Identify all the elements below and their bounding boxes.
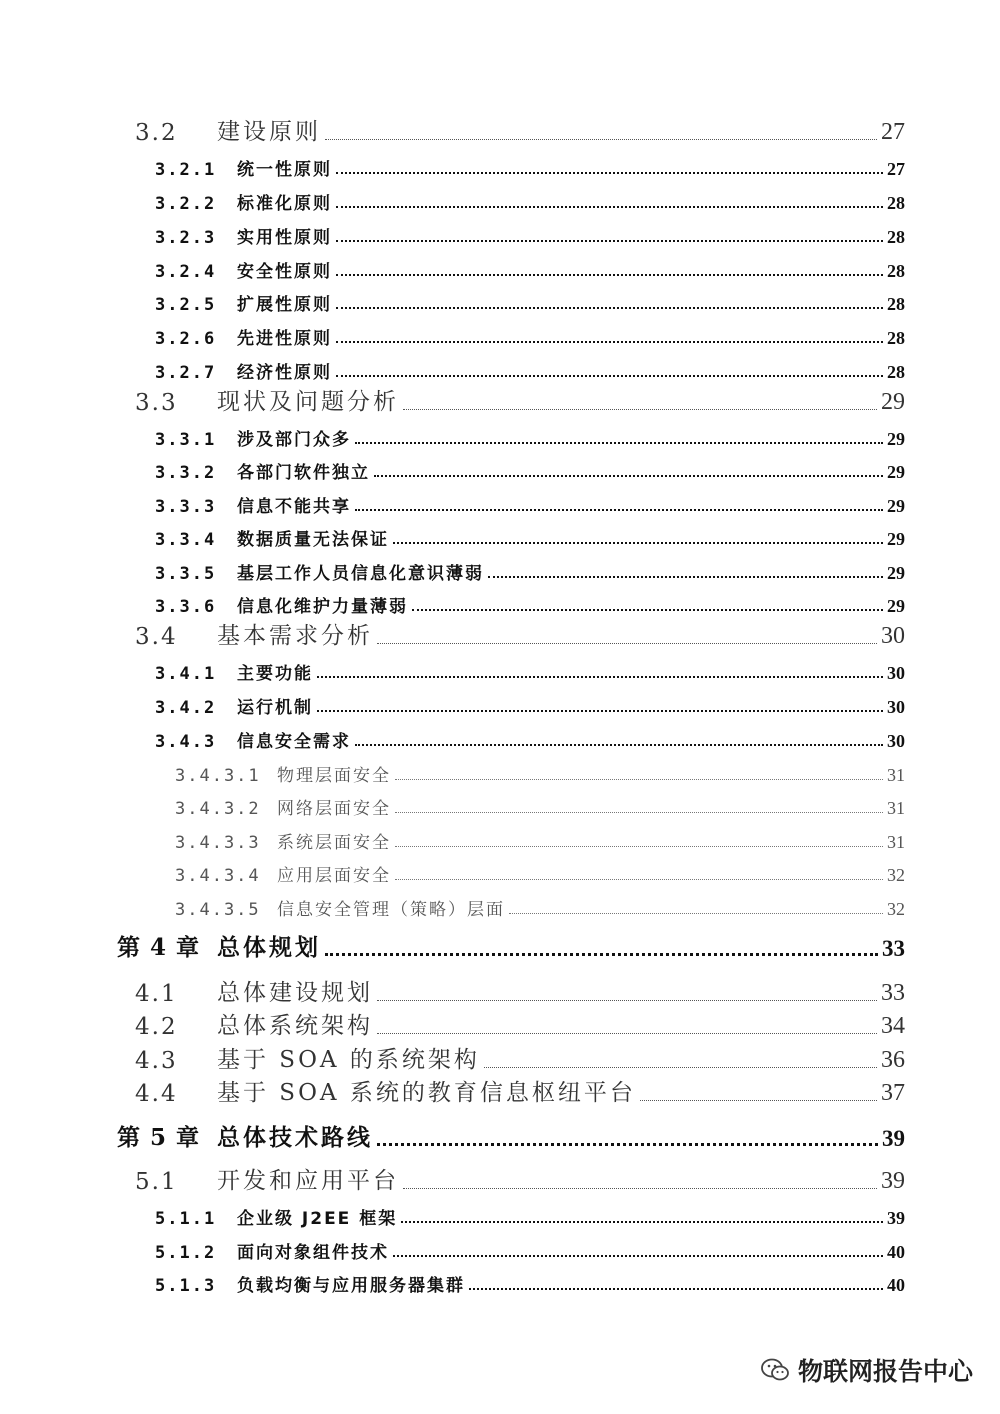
toc-entry[interactable] (155, 1237, 905, 1263)
toc-entry[interactable] (155, 188, 905, 214)
toc-entry-title: 各部门软件独立 (237, 463, 370, 483)
toc-entry-page: 29 (887, 529, 905, 549)
toc-entry[interactable] (155, 323, 905, 349)
leader-dots (377, 1142, 878, 1146)
toc-entry-number: 3.4.3.5 (175, 900, 261, 920)
toc-entry[interactable] (175, 827, 905, 853)
toc-entry-number: 4.4 (135, 1081, 178, 1107)
leader-dots (401, 1220, 883, 1223)
toc-entry-page: 29 (881, 389, 905, 415)
toc-entry-title: 总体系统架构 (217, 1013, 373, 1039)
toc-entry-title: 基于 SOA 系统的教育信息枢纽平台 (217, 1080, 636, 1106)
toc-entry-page: 29 (887, 596, 905, 616)
toc-entry-page: 39 (881, 1168, 905, 1194)
toc-entry-title: 负载均衡与应用服务器集群 (237, 1276, 465, 1296)
leader-dots (469, 1287, 883, 1290)
leader-dots (336, 171, 883, 174)
toc-entry-number: 3.2.3 (155, 228, 217, 248)
toc-entry-page: 31 (887, 798, 905, 818)
toc-entry-page: 37 (881, 1080, 905, 1106)
toc-entry-title: 信息安全需求 (237, 732, 351, 752)
leader-dots (393, 541, 883, 544)
toc-entry-number: 3.2.1 (155, 160, 217, 180)
toc-entry-page: 28 (887, 193, 905, 213)
toc-entry-title: 应用层面安全 (277, 866, 391, 886)
toc-entry-number: 3.4.3.4 (175, 866, 261, 886)
toc-entry[interactable] (135, 1165, 905, 1195)
toc-entry-page: 30 (887, 731, 905, 751)
toc-entry-title: 先进性原则 (237, 329, 332, 349)
toc-entry-number: 3.4.3.2 (175, 799, 261, 819)
leader-dots (377, 1032, 877, 1034)
toc-entry[interactable] (175, 894, 905, 920)
leader-dots (325, 138, 877, 140)
toc-entry[interactable] (155, 692, 905, 718)
toc-entry-number: 第 4 章 (117, 934, 201, 961)
toc-entry-number: 3.2.6 (155, 329, 217, 349)
toc-entry[interactable] (155, 457, 905, 483)
toc-entry-page: 32 (887, 865, 905, 885)
toc-entry-number: 3.3.4 (155, 530, 217, 550)
toc-entry-page: 30 (887, 663, 905, 683)
toc-entry-title: 运行机制 (237, 698, 313, 718)
leader-dots (395, 811, 883, 813)
toc-entry-title: 企业级 J2EE 框架 (237, 1209, 398, 1229)
toc-entry-title: 基本需求分析 (217, 623, 373, 649)
toc-entry-number: 5.1.3 (155, 1276, 217, 1296)
toc-entry-title: 标准化原则 (237, 194, 332, 214)
leader-dots (336, 239, 883, 242)
toc-entry-number: 3.4.3.3 (175, 833, 261, 853)
toc-entry-page: 29 (887, 496, 905, 516)
toc-entry-page: 28 (887, 261, 905, 281)
toc-entry-page: 40 (887, 1242, 905, 1262)
toc-entry-number: 3.2.5 (155, 295, 217, 315)
toc-entry-page: 32 (887, 899, 905, 919)
leader-dots (355, 743, 883, 746)
toc-entry-page: 33 (882, 936, 905, 961)
toc-entry-page: 36 (881, 1047, 905, 1073)
toc-entry[interactable] (175, 860, 905, 886)
toc-entry-number: 3.2.4 (155, 262, 217, 282)
toc-entry-page: 29 (887, 462, 905, 482)
toc-entry-title: 数据质量无法保证 (237, 530, 389, 550)
leader-dots (336, 340, 883, 343)
toc-entry[interactable] (135, 116, 905, 146)
toc-entry[interactable] (135, 620, 905, 650)
toc-entry-title: 总体建设规划 (217, 980, 373, 1006)
leader-dots (336, 374, 883, 377)
toc-entry-title: 经济性原则 (237, 363, 332, 383)
leader-dots (393, 1254, 883, 1257)
leader-dots (395, 778, 883, 780)
toc-entry-page: 29 (887, 563, 905, 583)
toc-entry-title: 网络层面安全 (277, 799, 391, 819)
toc-entry-page: 27 (881, 119, 905, 145)
toc-entry-number: 5.1.2 (155, 1243, 217, 1263)
toc-entry[interactable] (155, 289, 905, 315)
toc-entry-title: 信息安全管理（策略）层面 (277, 900, 505, 920)
toc-entry[interactable] (175, 793, 905, 819)
toc-entry-number: 4.2 (135, 1014, 178, 1040)
toc-entry-title: 面向对象组件技术 (237, 1243, 389, 1263)
toc-entry[interactable] (155, 154, 905, 180)
toc-entry[interactable] (155, 591, 905, 617)
toc-entry[interactable] (155, 524, 905, 550)
toc-entry-page: 40 (887, 1275, 905, 1295)
leader-dots (403, 408, 877, 410)
leader-dots (355, 441, 883, 444)
toc-entry[interactable] (155, 256, 905, 282)
leader-dots (377, 999, 877, 1001)
toc-entry-title: 建设原则 (217, 119, 321, 145)
toc-entry[interactable] (135, 386, 905, 416)
toc-entry-title: 总体技术路线 (217, 1124, 373, 1151)
toc-entry-title: 现状及问题分析 (217, 389, 399, 415)
toc-entry-page: 31 (887, 832, 905, 852)
toc-entry[interactable] (155, 222, 905, 248)
toc-entry-title: 统一性原则 (237, 160, 332, 180)
watermark-text: 物联网报告中心 (798, 1357, 974, 1386)
toc-entry-page: 30 (881, 623, 905, 649)
leader-dots (640, 1099, 877, 1101)
toc-entry-number: 3.4.3.1 (175, 766, 261, 786)
toc-entry[interactable] (155, 658, 905, 684)
leader-dots (336, 205, 883, 208)
toc-entry-number: 3.3.6 (155, 597, 217, 617)
toc-entry-number: 3.3.3 (155, 497, 217, 517)
toc-entry-number: 第 5 章 (117, 1124, 201, 1151)
toc-entry-title: 总体规划 (217, 934, 321, 961)
toc-entry[interactable] (135, 1077, 905, 1107)
toc-entry-page: 27 (887, 159, 905, 179)
toc-entry-number: 3.2.2 (155, 194, 217, 214)
toc-entry[interactable] (155, 1270, 905, 1296)
toc-entry[interactable] (117, 930, 905, 962)
leader-dots (325, 952, 878, 956)
leader-dots (355, 508, 883, 511)
toc-entry-title: 涉及部门众多 (237, 430, 351, 450)
toc-entry-number: 5.1 (135, 1169, 178, 1195)
leader-dots (484, 1066, 877, 1068)
toc-entry-number: 3.4 (135, 624, 178, 650)
toc-entry-page: 28 (887, 227, 905, 247)
toc-entry-page: 28 (887, 328, 905, 348)
toc-entry[interactable] (155, 491, 905, 517)
toc-entry-number: 3.3 (135, 390, 178, 416)
toc-entry[interactable] (135, 1044, 905, 1074)
toc-entry-number: 5.1.1 (155, 1209, 217, 1229)
toc-entry[interactable] (135, 977, 905, 1007)
toc-entry-page: 29 (887, 429, 905, 449)
toc-entry-number: 3.2 (135, 120, 178, 146)
toc-entry-title: 开发和应用平台 (217, 1168, 399, 1194)
toc-entry-number: 4.1 (135, 981, 178, 1007)
toc-entry-page: 28 (887, 294, 905, 314)
toc-entry[interactable] (155, 357, 905, 383)
toc-entry[interactable] (135, 1010, 905, 1040)
leader-dots (395, 878, 883, 880)
leader-dots (336, 273, 883, 276)
toc-entry-title: 基层工作人员信息化意识薄弱 (237, 564, 484, 584)
toc-entry-number: 3.2.7 (155, 363, 217, 383)
toc-entry-page: 33 (881, 980, 905, 1006)
toc-entry-number: 3.3.2 (155, 463, 217, 483)
toc-entry-title: 物理层面安全 (277, 766, 391, 786)
leader-dots (412, 608, 883, 611)
toc-entry-number: 3.4.2 (155, 698, 217, 718)
watermark (760, 1352, 973, 1388)
toc-entry-title: 信息不能共享 (237, 497, 351, 517)
wechat-icon (760, 1357, 790, 1383)
toc-entry-number: 3.3.1 (155, 430, 217, 450)
toc-entry-title: 基于 SOA 的系统架构 (217, 1047, 480, 1073)
toc-entry-page: 39 (882, 1126, 905, 1151)
toc-entry[interactable] (155, 726, 905, 752)
toc-entry-page: 28 (887, 362, 905, 382)
toc-entry-title: 主要功能 (237, 664, 313, 684)
leader-dots (317, 675, 883, 678)
leader-dots (317, 709, 883, 712)
toc-entry[interactable] (117, 1120, 905, 1152)
toc-entry-title: 安全性原则 (237, 262, 332, 282)
toc-entry-page: 31 (887, 765, 905, 785)
toc-entry-title: 信息化维护力量薄弱 (237, 597, 408, 617)
toc-entry-page: 30 (887, 697, 905, 717)
leader-dots (377, 642, 877, 644)
leader-dots (403, 1187, 877, 1189)
toc-entry-title: 系统层面安全 (277, 833, 391, 853)
leader-dots (395, 845, 883, 847)
leader-dots (336, 306, 883, 309)
leader-dots (488, 575, 883, 578)
toc-entry-number: 3.3.5 (155, 564, 217, 584)
toc-entry[interactable] (155, 1203, 905, 1229)
toc-entry-title: 实用性原则 (237, 228, 332, 248)
toc-entry-number: 3.4.1 (155, 664, 217, 684)
toc-entry-page: 34 (881, 1013, 905, 1039)
toc-entry-number: 4.3 (135, 1048, 178, 1074)
toc-entry[interactable] (175, 760, 905, 786)
toc-entry-number: 3.4.3 (155, 732, 217, 752)
toc-entry[interactable] (155, 424, 905, 450)
leader-dots (374, 474, 883, 477)
leader-dots (509, 912, 883, 914)
toc-entry[interactable] (155, 558, 905, 584)
toc-entry-page: 39 (887, 1208, 905, 1228)
toc-entry-title: 扩展性原则 (237, 295, 332, 315)
